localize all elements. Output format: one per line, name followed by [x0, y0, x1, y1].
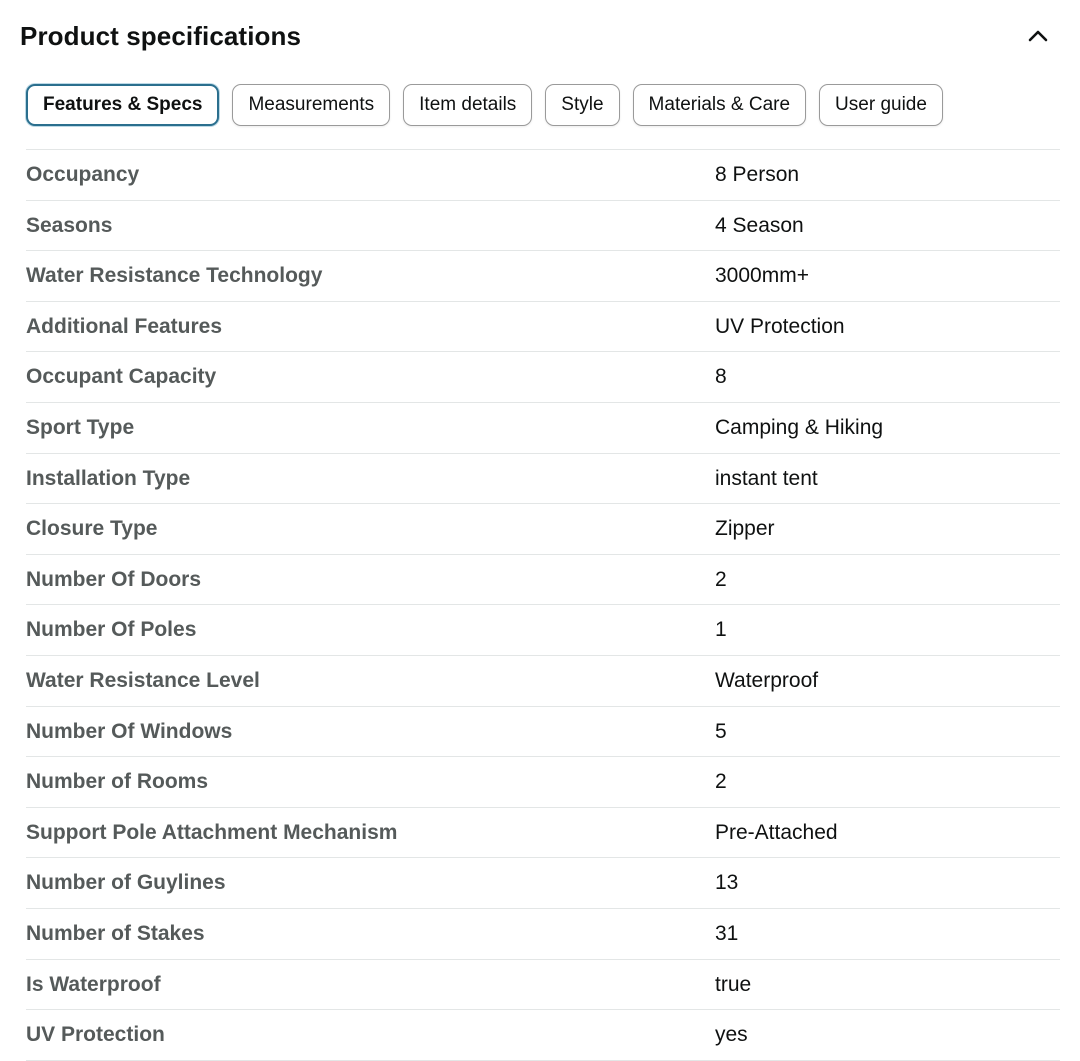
spec-label: Number of Stakes	[26, 921, 205, 945]
spec-label: Support Pole Attachment Mechanism	[26, 820, 398, 844]
spec-value: Zipper	[715, 517, 775, 541]
spec-label: Sport Type	[26, 415, 135, 439]
spec-label: Number of Rooms	[26, 770, 209, 794]
table-row	[26, 302, 1060, 353]
table-row	[26, 555, 1060, 606]
spec-label: Closure Type	[26, 517, 158, 541]
table-row	[26, 150, 1060, 201]
spec-tabs	[26, 84, 943, 130]
table-row	[26, 858, 1060, 909]
chevron-up-icon	[1027, 29, 1049, 43]
table-row	[26, 251, 1060, 302]
spec-label: Occupant Capacity	[26, 365, 217, 389]
spec-value: 3000mm+	[715, 264, 809, 288]
table-row	[26, 352, 1060, 403]
table-row	[26, 707, 1060, 758]
table-row	[26, 504, 1060, 555]
spec-value: Waterproof	[715, 668, 819, 692]
spec-label: Number Of Windows	[26, 719, 233, 743]
spec-value: 2	[715, 567, 727, 591]
collapse-button[interactable]	[1022, 20, 1054, 52]
spec-label: UV Protection	[26, 1023, 165, 1047]
tab-features-specs[interactable]: Features & Specs	[26, 84, 219, 126]
table-row	[26, 605, 1060, 656]
spec-label: Additional Features	[26, 314, 223, 338]
spec-value: true	[715, 972, 752, 996]
spec-value: 5	[715, 719, 727, 743]
tab-materials-care[interactable]: Materials & Care	[633, 84, 807, 126]
table-row	[26, 808, 1060, 859]
spec-value: 4 Season	[715, 213, 804, 237]
table-row	[26, 201, 1060, 252]
spec-value: Camping & Hiking	[715, 415, 884, 439]
spec-table	[26, 149, 1060, 1061]
spec-label: Number Of Poles	[26, 618, 197, 642]
tab-item-details[interactable]: Item details	[403, 84, 532, 126]
tab-measurements[interactable]: Measurements	[232, 84, 390, 126]
table-row	[26, 960, 1060, 1011]
spec-label: Water Resistance Level	[26, 668, 260, 692]
spec-value: 31	[715, 921, 739, 945]
table-row	[26, 757, 1060, 808]
spec-value: 8 Person	[715, 163, 800, 186]
table-row	[26, 403, 1060, 454]
spec-value: yes	[715, 1023, 748, 1047]
spec-label: Installation Type	[26, 466, 191, 490]
spec-label: Seasons	[26, 213, 113, 237]
spec-value: 13	[715, 871, 739, 895]
spec-label: Water Resistance Technology	[26, 264, 323, 288]
tab-style[interactable]: Style	[545, 84, 619, 126]
spec-value: 8	[715, 365, 727, 389]
spec-value: UV Protection	[715, 314, 845, 338]
product-specifications-header	[20, 18, 1060, 58]
table-row	[26, 1010, 1060, 1061]
table-row	[26, 909, 1060, 960]
spec-value: 2	[715, 770, 727, 794]
tab-user-guide[interactable]: User guide	[819, 84, 943, 126]
spec-value: Pre-Attached	[715, 820, 838, 844]
spec-value: instant tent	[715, 466, 818, 490]
table-row	[26, 454, 1060, 505]
section-title: Product specifications	[20, 21, 302, 51]
spec-value: 1	[715, 618, 727, 642]
spec-label: Is Waterproof	[26, 972, 161, 996]
spec-label: Number Of Doors	[26, 567, 202, 591]
table-row	[26, 656, 1060, 707]
spec-label: Occupancy	[26, 163, 140, 186]
spec-label: Number of Guylines	[26, 871, 226, 895]
